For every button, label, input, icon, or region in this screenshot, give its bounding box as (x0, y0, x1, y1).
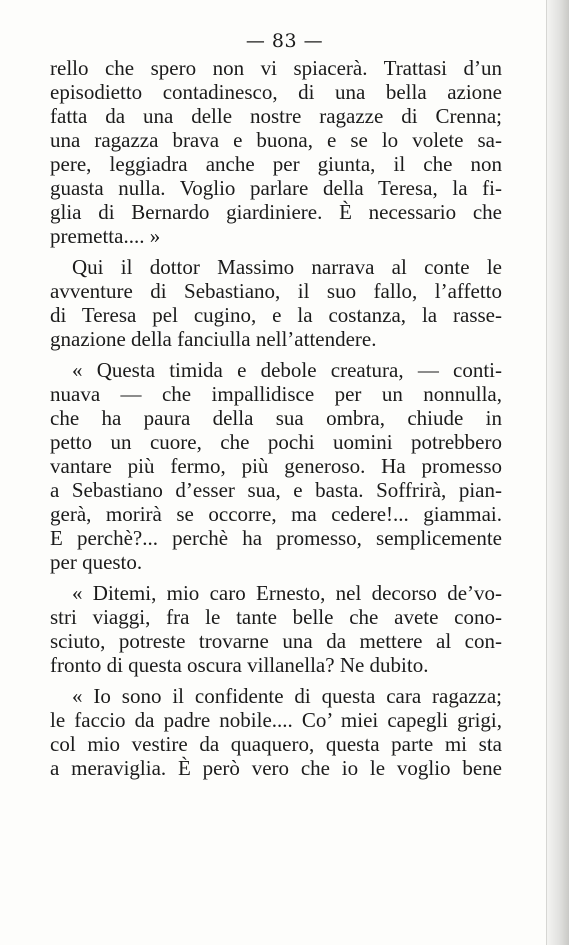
text-line: fatta da una delle nostre ragazze di Crenna; (50, 104, 502, 128)
text-line: rello che spero non vi spiacerà. Trattasi d’un (50, 56, 502, 80)
text-line: glia di Bernardo giardiniere. È necessario che (50, 200, 502, 224)
paragraph-gap (50, 351, 502, 358)
text-line: episodietto contadinesco, di una bella azione (50, 80, 502, 104)
text-line: avventure di Sebastiano, il suo fallo, l’affetto (50, 279, 502, 303)
paragraph (50, 581, 502, 677)
text-line: premetta.... » (50, 224, 161, 248)
paragraph-gap (50, 677, 502, 684)
paragraph-gap (50, 574, 502, 581)
text-line: nuava — che impallidisce per un nonnulla, (50, 382, 502, 406)
text-line: gnazione della fanciulla nell’attendere. (50, 327, 377, 351)
text-line: « Questa timida e debole creatura, — conti- (72, 358, 502, 382)
text-line: « Io sono il confidente di questa cara ragazza; (72, 684, 502, 708)
text-line: per questo. (50, 550, 143, 574)
text-line: stri viaggi, fra le tante belle che avete cono- (50, 605, 502, 629)
text-line: a meraviglia. È però vero che io le voglio bene (50, 756, 502, 780)
text-line: vantare più fermo, più generoso. Ha promesso (50, 454, 502, 478)
text-line: di Teresa pel cugino, e la costanza, la rasse- (50, 303, 502, 327)
text-line: che ha paura della sua ombra, chiude in (50, 406, 502, 430)
text-line: petto un cuore, che pochi uomini potrebbero (50, 430, 502, 454)
text-line: a Sebastiano d’esser sua, e basta. Soffrirà, pian- (50, 478, 502, 502)
text-line: guasta nulla. Voglio parlare della Teresa, la fi- (50, 176, 502, 200)
text-line: una ragazza brava e buona, e se lo volete sa- (50, 128, 502, 152)
paragraph (50, 56, 502, 248)
text-line: col mio vestire da quaquero, questa parte mi sta (50, 732, 502, 756)
body-text (50, 56, 502, 780)
text-line: sciuto, potreste trovarne una da mettere al con- (50, 629, 502, 653)
text-line: pere, leggiadra anche per giunta, il che non (50, 152, 502, 176)
text-line: le faccio da padre nobile.... Co’ miei capegli grigi, (50, 708, 502, 732)
paragraph (50, 358, 502, 574)
page-number: — 83 — (245, 30, 324, 52)
text-line: fronto di questa oscura villanella? Ne dubito. (50, 653, 429, 677)
text-line: Qui il dottor Massimo narrava al conte le (72, 255, 502, 279)
paragraph-gap (50, 248, 502, 255)
text-line: E perchè?... perchè ha promesso, semplicemente (50, 526, 502, 550)
text-line: « Ditemi, mio caro Ernesto, nel decorso de’vo- (72, 581, 502, 605)
paragraph (50, 255, 502, 351)
scan-edge (547, 0, 569, 945)
paragraph (50, 684, 502, 780)
text-line: gerà, morirà se occorre, ma cedere!... giammai. (50, 502, 502, 526)
